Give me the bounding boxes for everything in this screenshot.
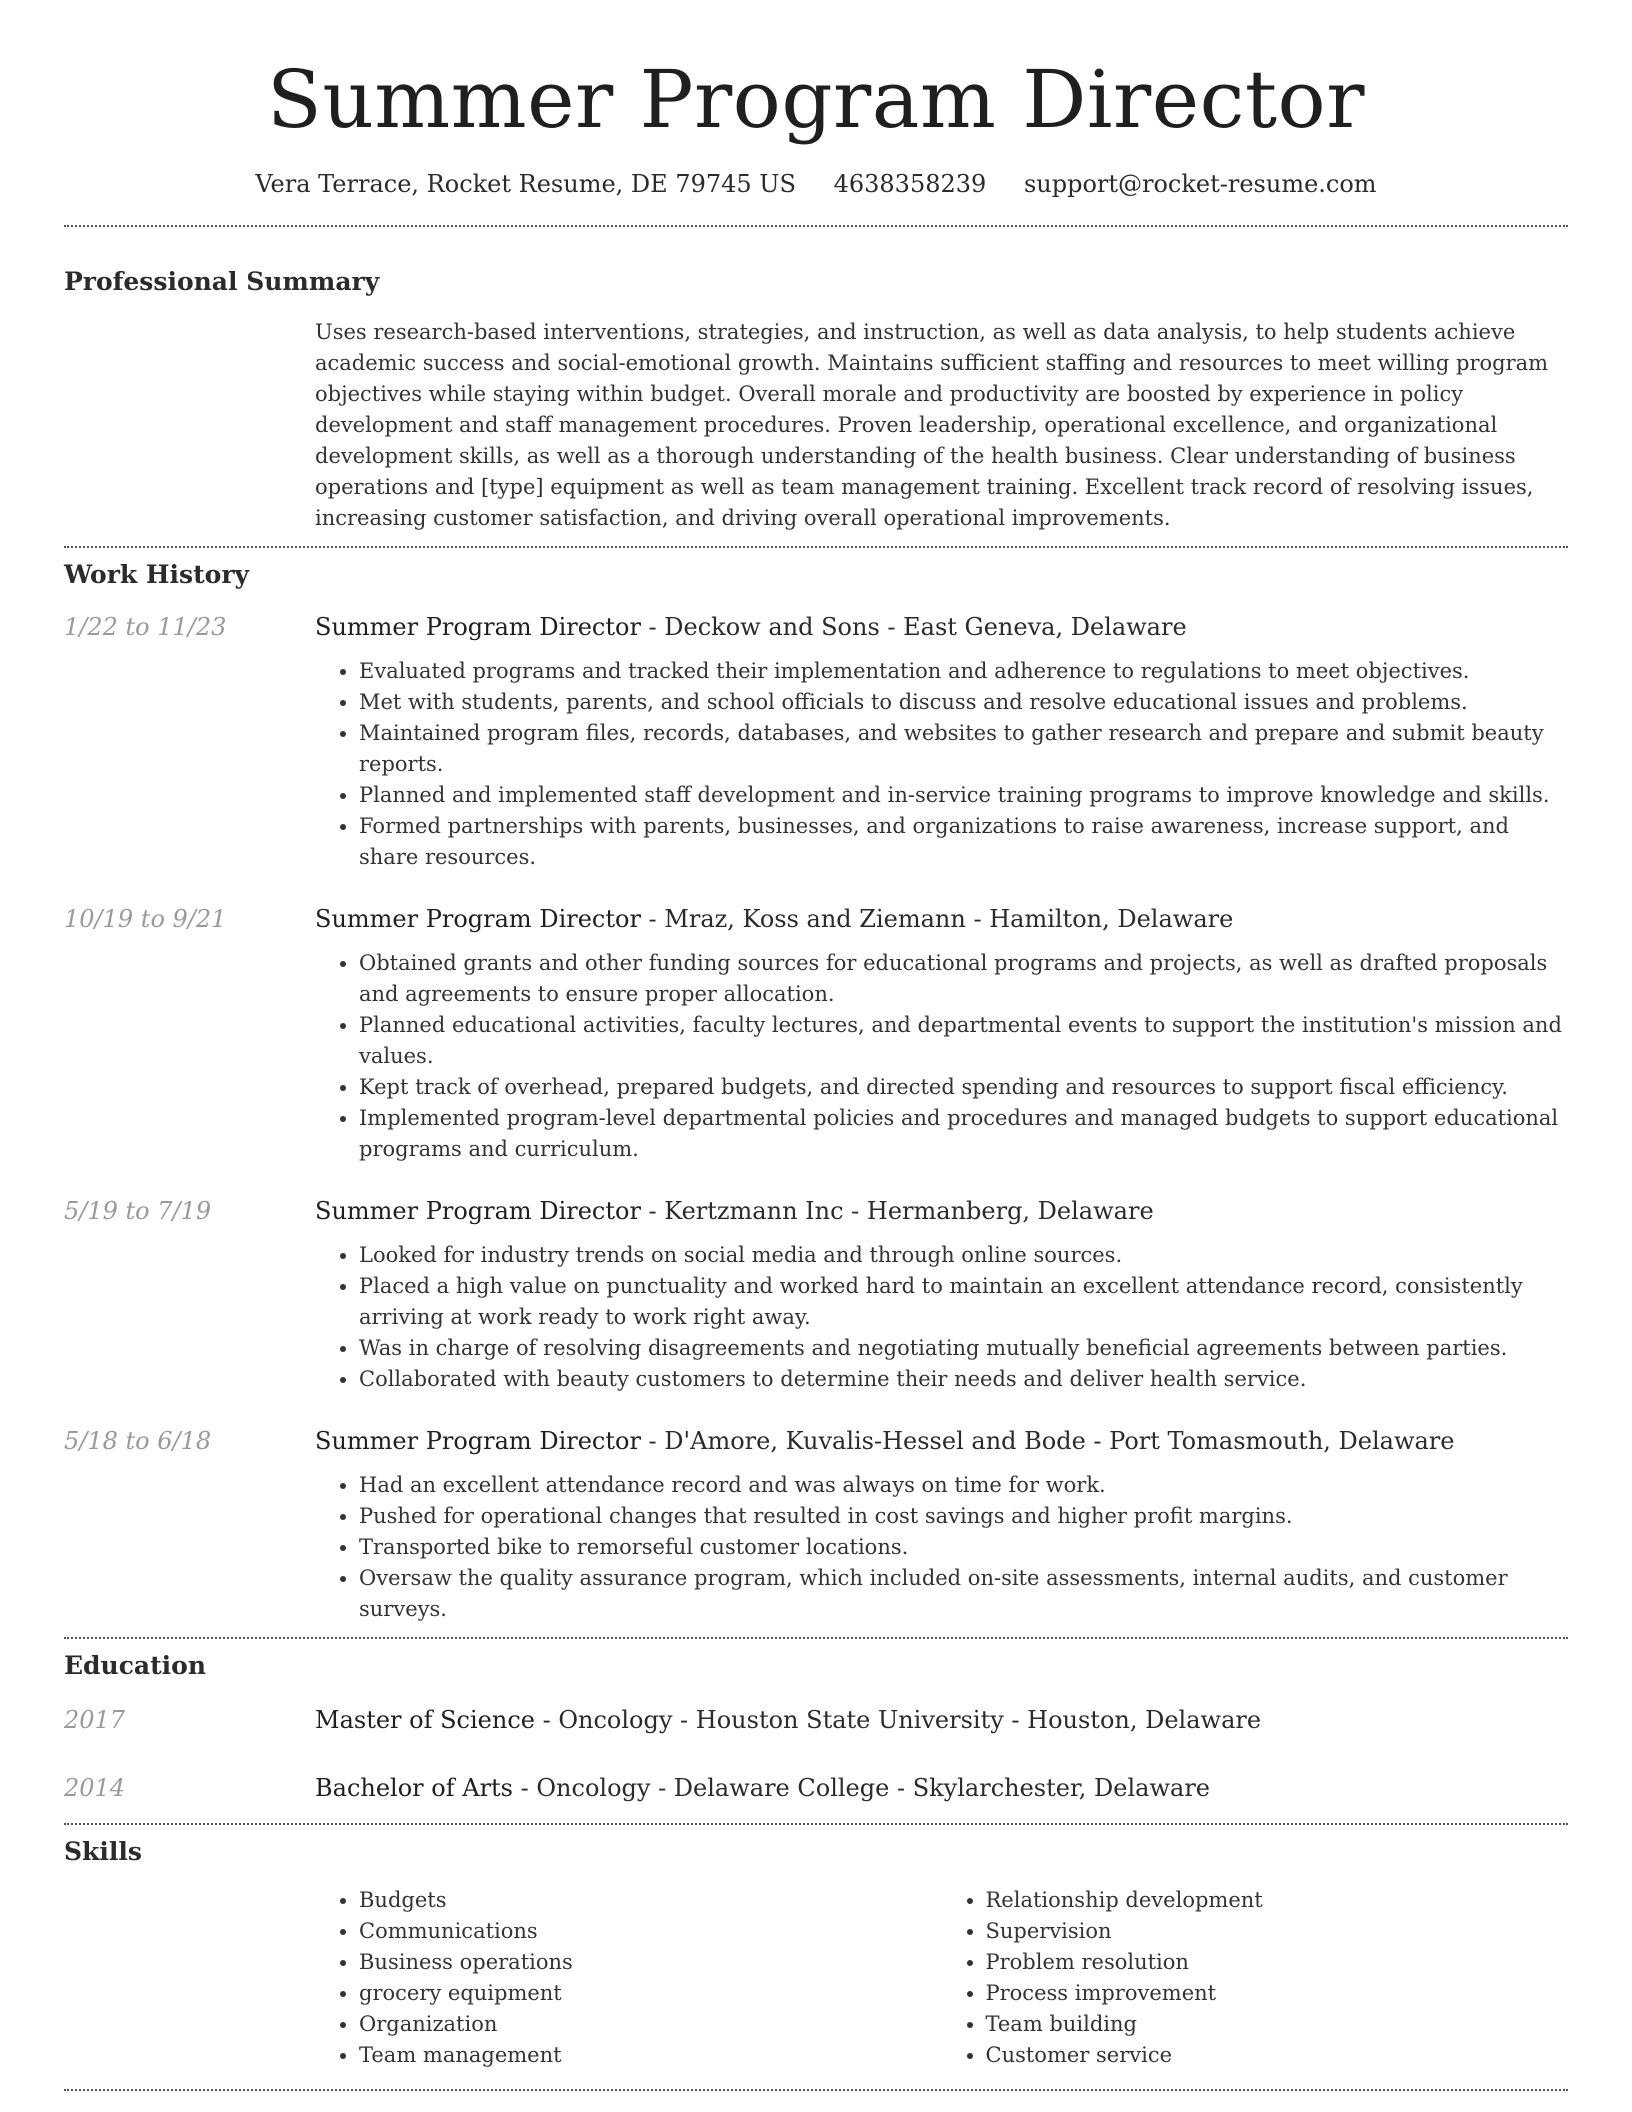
work-history-heading: Work History bbox=[64, 560, 250, 589]
job-role: Summer Program Director bbox=[315, 1197, 641, 1225]
job-bullets bbox=[315, 1240, 1568, 1395]
job-title bbox=[315, 610, 1568, 644]
education-details: - Oncology - Delaware College - Skylarchester, Delaware bbox=[513, 1774, 1211, 1802]
candidate-name: Summer Program Director bbox=[267, 53, 1365, 146]
contact-line bbox=[64, 168, 1568, 200]
skill-item: • Relationship development bbox=[986, 1885, 1569, 1916]
job-bullets bbox=[315, 948, 1568, 1165]
job-role: Summer Program Director bbox=[315, 613, 641, 641]
job-bullet: • Placed a high value on punctuality and worked hard to maintain an excellent attendance record, consistently arriving at work ready to work right away. bbox=[359, 1271, 1568, 1333]
skills-columns bbox=[315, 1885, 1568, 2071]
job-details: - Mraz, Koss and Ziemann - Hamilton, Delaware bbox=[640, 905, 1234, 933]
education-title bbox=[315, 1703, 1568, 1737]
job-title bbox=[315, 1194, 1568, 1228]
education-year: 2014 bbox=[64, 1774, 126, 1802]
job-bullet: • Maintained program files, records, databases, and websites to gather research and prepare and submit beauty reports. bbox=[359, 718, 1568, 780]
job-bullet: • Formed partnerships with parents, businesses, and organizations to raise awareness, increase support, and share resources. bbox=[359, 811, 1568, 873]
resume-header bbox=[64, 0, 1568, 200]
job-bullet: • Collaborated with beauty customers to determine their needs and deliver health service. bbox=[359, 1364, 1568, 1395]
job-entry bbox=[64, 902, 1568, 1165]
education-degree: Bachelor of Arts bbox=[315, 1774, 513, 1802]
job-details: - D'Amore, Kuvalis-Hessel and Bode - Port Tomasmouth, Delaware bbox=[640, 1427, 1455, 1455]
skill-item: • Business operations bbox=[359, 1947, 942, 1978]
summary-text: Uses research-based interventions, strategies, and instruction, as well as data analysis, to help students achieve academic success and social-emotional growth. Maintains sufficient staffing and resources to meet willing program objectives while staying within budget. Overall morale and productivity are boosted by experience in policy development and staff management procedures. Proven leadership, operational excellence, and organizational development skills, as well as a thorough understanding of the health business. Clear understanding of business operations and [type] equipment as well as team management training. Excellent track record of resolving issues, increasing customer satisfaction, and driving overall operational improvements. bbox=[315, 320, 1549, 530]
education-details: - Oncology - Houston State University - Houston, Delaware bbox=[534, 1706, 1262, 1734]
skill-item: • Team management bbox=[359, 2040, 942, 2071]
education-heading: Education bbox=[64, 1651, 207, 1680]
contact-address: Vera Terrace, Rocket Resume, DE 79745 US bbox=[255, 170, 796, 198]
section-divider bbox=[64, 2089, 1568, 2091]
job-details: - Kertzmann Inc - Hermanberg, Delaware bbox=[640, 1197, 1154, 1225]
job-bullet: • Was in charge of resolving disagreements and negotiating mutually beneficial agreements between parties. bbox=[359, 1333, 1568, 1364]
job-bullet: • Obtained grants and other funding sources for educational programs and projects, as well as drafted proposals and agreements to ensure proper allocation. bbox=[359, 948, 1568, 1010]
skill-item: • Organization bbox=[359, 2009, 942, 2040]
skill-item: • Budgets bbox=[359, 1885, 942, 1916]
job-bullets bbox=[315, 1470, 1568, 1625]
job-role: Summer Program Director bbox=[315, 905, 641, 933]
job-dates: 10/19 to 9/21 bbox=[64, 905, 227, 933]
job-bullet: • Pushed for operational changes that resulted in cost savings and higher profit margins. bbox=[359, 1501, 1568, 1532]
skill-item: • Team building bbox=[986, 2009, 1569, 2040]
job-dates: 5/19 to 7/19 bbox=[64, 1197, 212, 1225]
job-bullets bbox=[315, 656, 1568, 873]
job-bullet: • Planned and implemented staff development and in-service training programs to improve knowledge and skills. bbox=[359, 780, 1568, 811]
job-dates: 1/22 to 11/23 bbox=[64, 613, 227, 641]
job-bullet: • Kept track of overhead, prepared budgets, and directed spending and resources to support fiscal efficiency. bbox=[359, 1072, 1568, 1103]
job-bullet: • Transported bike to remorseful customer locations. bbox=[359, 1532, 1568, 1563]
job-entry bbox=[64, 1194, 1568, 1395]
job-details: - Deckow and Sons - East Geneva, Delaware bbox=[640, 613, 1187, 641]
job-bullet: • Evaluated programs and tracked their implementation and adherence to regulations to meet objectives. bbox=[359, 656, 1568, 687]
skills-list-left bbox=[315, 1885, 942, 2071]
skill-item: • Process improvement bbox=[986, 1978, 1569, 2009]
skills-list-right bbox=[942, 1885, 1569, 2071]
education-degree: Master of Science bbox=[315, 1706, 535, 1734]
skills-heading: Skills bbox=[64, 1837, 142, 1866]
skill-item: • Customer service bbox=[986, 2040, 1569, 2071]
summary-heading: Professional Summary bbox=[64, 267, 380, 296]
skill-item: • grocery equipment bbox=[359, 1978, 942, 2009]
skill-item: • Supervision bbox=[986, 1916, 1569, 1947]
job-bullet: • Had an excellent attendance record and was always on time for work. bbox=[359, 1470, 1568, 1501]
job-title bbox=[315, 902, 1568, 936]
education-title bbox=[315, 1771, 1568, 1805]
job-bullet: • Met with students, parents, and school officials to discuss and resolve educational issues and problems. bbox=[359, 687, 1568, 718]
education-entry bbox=[64, 1771, 1568, 1805]
job-bullet: • Oversaw the quality assurance program, which included on-site assessments, internal audits, and customer surveys. bbox=[359, 1563, 1568, 1625]
skill-item: • Problem resolution bbox=[986, 1947, 1569, 1978]
education-section bbox=[64, 1639, 1568, 1805]
job-role: Summer Program Director bbox=[315, 1427, 641, 1455]
job-bullet: • Implemented program-level departmental policies and procedures and managed budgets to support educational programs and curriculum. bbox=[359, 1103, 1568, 1165]
education-year: 2017 bbox=[64, 1706, 126, 1734]
skills-section bbox=[64, 1825, 1568, 2071]
job-dates: 5/18 to 6/18 bbox=[64, 1427, 212, 1455]
education-entry bbox=[64, 1703, 1568, 1737]
contact-phone: 4638358239 bbox=[833, 170, 987, 198]
summary-section bbox=[64, 227, 1568, 534]
job-entry bbox=[64, 610, 1568, 873]
job-entry bbox=[64, 1424, 1568, 1625]
skill-item: • Communications bbox=[359, 1916, 942, 1947]
job-bullet: • Looked for industry trends on social media and through online sources. bbox=[359, 1240, 1568, 1271]
contact-email: support@rocket-resume.com bbox=[1023, 170, 1377, 198]
job-title bbox=[315, 1424, 1568, 1458]
work-history-section bbox=[64, 548, 1568, 1625]
job-bullet: • Planned educational activities, faculty lectures, and departmental events to support the institution's mission and values. bbox=[359, 1010, 1568, 1072]
